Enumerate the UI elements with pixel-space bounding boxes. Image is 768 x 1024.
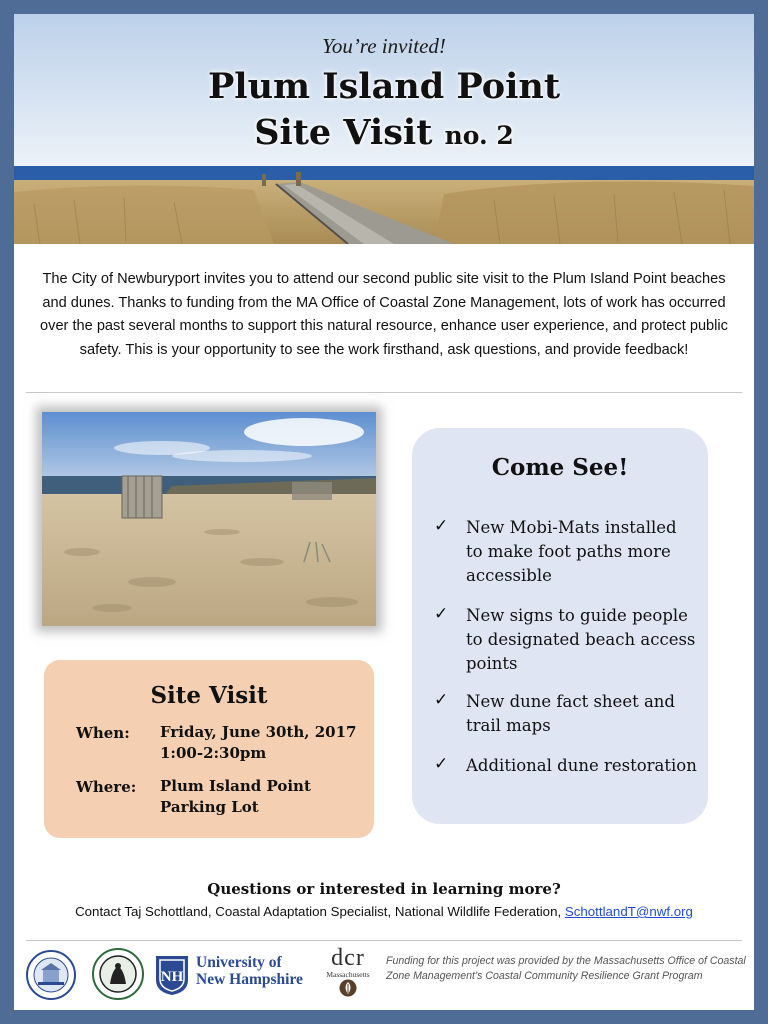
when-label: When: [76,724,130,742]
where-label: Where: [76,778,137,796]
contact-text: Contact Taj Schottland, Coastal Adaptation Specialist, National Wildlife Federation, [75,904,562,919]
come-see-heading: Come See! [491,454,629,481]
header-banner [14,14,754,244]
contact-line [14,904,754,919]
city-seal-icon [26,950,76,1005]
site-visit-box [44,660,374,838]
list-item-text: New Mobi-Mats installed to make foot paths more accessible [466,518,677,585]
flyer-page [14,14,754,1010]
contact-question: Questions or interested in learning more? [207,880,561,898]
title-number: no. 2 [444,121,514,150]
dcr-leaf-icon [339,979,357,997]
dcr-subtitle: Massachusetts [326,970,370,979]
check-icon: ✓ [434,754,449,774]
divider [26,392,742,393]
contact-email-link[interactable]: SchottlandT@nwf.org [564,904,693,919]
beach-photo [42,412,376,626]
invited-text: You’re invited! [322,34,446,58]
intro-paragraph: The City of Newburyport invites you to attend our second public site visit to the Plum Island Point beaches and dunes. Thanks to funding from the MA Office of Coastal Zone Management, lots of work has occurred over the past several months to support this natural resource, enhance user experience, and protect public safety. This is your opportunity to see the work firsthand, ask questions, and provide feedback! [40,271,728,358]
dcr-logo [326,946,370,1002]
where-line1: Plum Island Point [160,777,311,795]
list-item-text: New signs to guide people to designated beach access points [466,606,696,673]
dcr-wordmark: dcr [331,945,365,971]
page-title-line2 [14,112,754,153]
check-icon: ✓ [434,516,449,536]
nwf-logo-icon [92,948,144,1005]
footer-divider [26,940,742,941]
when-time: 1:00-2:30pm [160,744,267,762]
list-item-text: New dune fact sheet and trail maps [466,692,675,735]
unh-line1: University of [196,954,282,971]
unh-line2: New Hampshire [196,971,303,988]
funding-note: Funding for this project was provided by the Massachusetts Office of Coastal Zone Management’s Coastal Community Resilience Grant Program [386,955,746,982]
unh-shield-icon [154,954,190,1001]
check-icon: ✓ [434,690,449,710]
list-item-text: Additional dune restoration [466,756,697,775]
come-see-box [412,428,708,824]
page-title-line1: Plum Island Point [207,66,561,107]
beach-fence-image [42,412,376,626]
svg-text:NH: NH [160,969,184,985]
title-site-visit: Site Visit [254,112,433,153]
check-icon: ✓ [434,604,449,624]
site-visit-heading: Site Visit [150,682,268,709]
when-date: Friday, June 30th, 2017 [160,723,357,741]
unh-wordmark [196,954,303,988]
where-line2: Parking Lot [160,798,259,816]
